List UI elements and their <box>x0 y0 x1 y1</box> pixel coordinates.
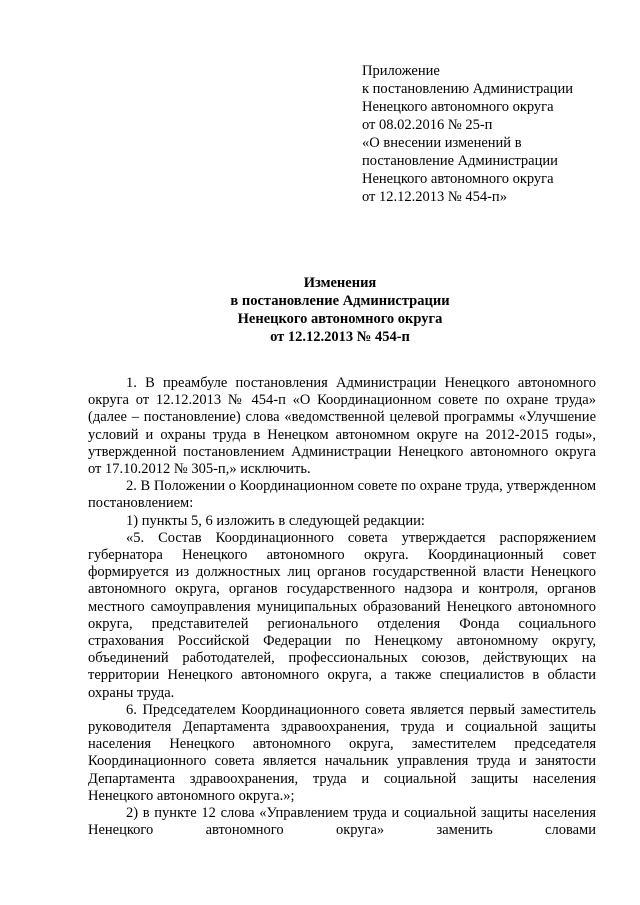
appendix-block <box>362 62 632 206</box>
paragraph: 1. В преамбуле постановления Администрации Ненецкого автономного округа от 12.12.2013 № 454-п «О Координационном совете по охране труда» (далее – постановление) слова «ведомственной целевой программы «Улучшение условий и охраны труда в Ненецком автономном округе на 2012-2015 годы», утвержденной постановлением Администрации Ненецкого автономного округа от 17.10.2012 № 305-п,» исключить. <box>88 375 596 478</box>
paragraph: «5. Состав Координационного совета утверждается распоряжением губернатора Ненецкого автономного округа. Координационный совет формируется из должностных лиц органов государственной власти Ненецкого автономного округа, органов государственного надзора и контроля, органов местного самоуправления муниципальных образований Ненецкого автономного округа, представителей регионального отделения Фонда социального страхования Российской Федерации по Ненецкому автономному округу, объединений работодателей, профессиональных союзов, действующих на территории Ненецкого автономного округа, а также специалистов в области охраны труда. <box>88 529 596 701</box>
appendix-line: постановление Администрации <box>362 153 558 169</box>
document-body <box>88 375 596 839</box>
appendix-line: от 08.02.2016 № 25-п <box>362 117 493 133</box>
title-line: в постановление Администрации <box>230 293 450 309</box>
title-line: от 12.12.2013 № 454-п <box>270 329 410 345</box>
document-title <box>0 274 640 346</box>
appendix-line: от 12.12.2013 № 454-п» <box>362 189 507 205</box>
appendix-line: Ненецкого автономного округа <box>362 99 554 115</box>
appendix-line: Приложение <box>362 63 440 79</box>
paragraph: 2. В Положении о Координационном совете по охране труда, утвержденном постановлением: <box>88 478 596 512</box>
title-line: Изменения <box>303 275 377 291</box>
paragraph: 1) пункты 5, 6 изложить в следующей редакции: <box>126 512 425 529</box>
title-line: Ненецкого автономного округа <box>237 311 443 327</box>
appendix-line: «О внесении изменений в <box>362 135 522 151</box>
appendix-line: к постановлению Администрации <box>362 81 573 97</box>
appendix-line: Ненецкого автономного округа <box>362 171 554 187</box>
paragraph: 6. Председателем Координационного совета является первый заместитель руководителя Департамента здравоохранения, труда и социальной защиты населения Ненецкого автономного округа, заместителем председателя Координационного совета является начальник управления труда и занятости Департамента здравоохранения, труда и социальной защиты населения Ненецкого автономного округа.»; <box>88 701 596 804</box>
paragraph: 2) в пункте 12 слова «Управлением труда и социальной защиты населения Ненецкого автономного округа» заменить словами <box>88 805 596 839</box>
